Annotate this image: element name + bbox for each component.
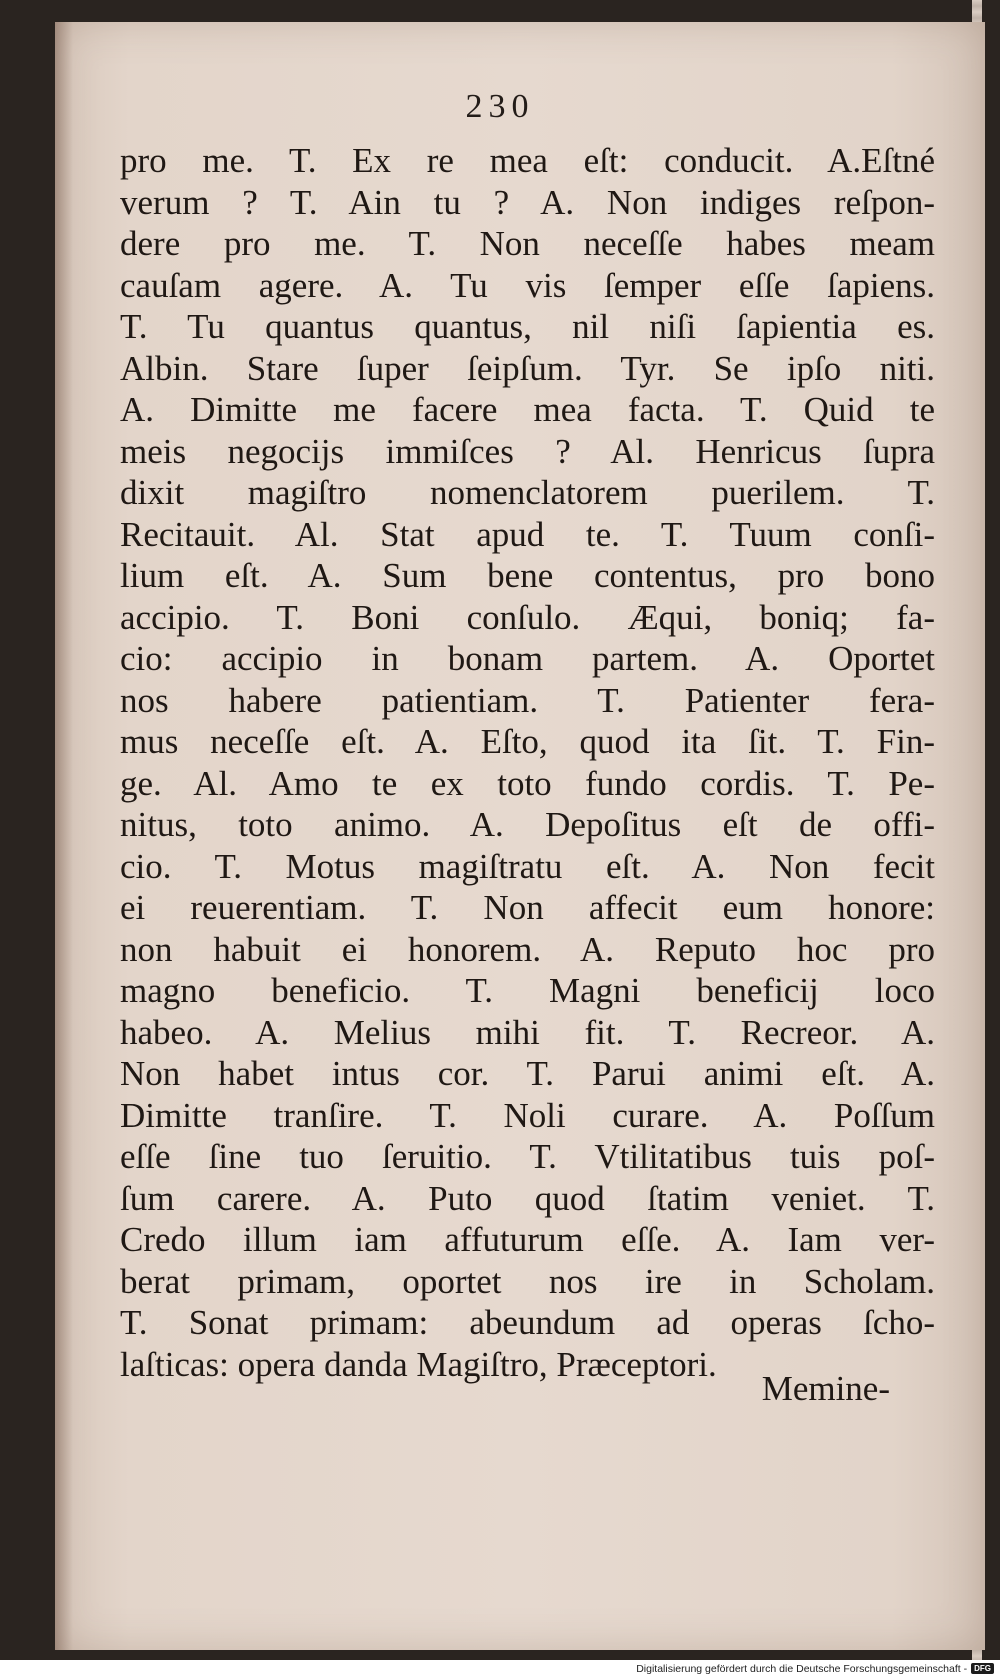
text-line: T. Sonat primam: abeundum ad operas ſcho- — [120, 1303, 935, 1342]
text-line: ſum carere. A. Puto quod ſtatim veniet. T. — [120, 1178, 935, 1218]
text-line: lium eſt. A. Sum bene contentus, pro bono — [120, 556, 935, 595]
text-line: accipio. T. Boni conſulo. Æqui, boniq; fa- — [120, 597, 935, 637]
text-line: non habuit ei honorem. A. Reputo hoc pro — [120, 929, 935, 969]
text-line: magno beneficio. T. Magni beneficij loco — [120, 971, 935, 1010]
text-line: mus neceſſe eſt. A. Eſto, quod ita ſit. T. Fin- — [120, 722, 935, 761]
text-line: cio: accipio in bonam partem. A. Oportet — [120, 639, 935, 678]
text-line: Albin. Stare ſuper ſeipſum. Tyr. Se ipſo niti. — [120, 348, 935, 388]
text-line: T. Tu quantus quantus, nil niſi ſapientia es. — [120, 307, 935, 346]
text-line: nos habere patientiam. T. Patienter fera- — [120, 680, 935, 720]
text-line: berat primam, oportet nos ire in Scholam. — [120, 1261, 935, 1301]
text-line: Recitauit. Al. Stat apud te. T. Tuum conſi- — [120, 514, 935, 554]
page-text — [120, 140, 935, 1385]
text-line: cauſam agere. A. Tu vis ſemper eſſe ſapiens. — [120, 265, 935, 305]
text-line: ei reuerentiam. T. Non affecit eum honore: — [120, 888, 935, 927]
text-line: laſticas: opera danda Magiſtro, Præceptori. — [120, 1344, 717, 1384]
text-line: Credo illum iam affuturum eſſe. A. Iam ver- — [120, 1220, 935, 1259]
text-line: dere pro me. T. Non neceſſe habes meam — [120, 224, 935, 263]
credit-text: Digitalisierung gefördert durch die Deutsche Forschungsgemeinschaft - — [636, 1662, 968, 1675]
text-line: cio. T. Motus magiſtratu eſt. A. Non fecit — [120, 846, 935, 886]
digitization-credit — [636, 1660, 994, 1677]
text-line: meis negocijs immiſces ? Al. Henricus ſupra — [120, 431, 935, 471]
text-line: verum ? T. Ain tu ? A. Non indiges reſpon- — [120, 182, 935, 222]
text-line: habeo. A. Melius mihi fit. T. Recreor. A. — [120, 1012, 935, 1052]
catchword: Memine- — [761, 1369, 890, 1408]
dfg-logo: DFG — [971, 1663, 994, 1674]
text-line: nitus, toto animo. A. Depoſitus eſt de offi- — [120, 805, 935, 844]
page-number: 230 — [465, 88, 535, 125]
text-line: A. Dimitte me facere mea facta. T. Quid te — [120, 390, 935, 429]
text-line: Dimitte tranſire. T. Noli curare. A. Poſſum — [120, 1095, 935, 1135]
text-line: dixit magiſtro nomenclatorem puerilem. T. — [120, 473, 935, 512]
text-line: eſſe ſine tuo ſeruitio. T. Vtilitatibus tuis poſ- — [120, 1137, 935, 1176]
text-line: pro me. T. Ex re mea eſt: conducit. A.Eſtné — [120, 141, 935, 180]
text-line: ge. Al. Amo te ex toto fundo cordis. T. Pe- — [120, 763, 935, 803]
text-line: Non habet intus cor. T. Parui animi eſt. A. — [120, 1054, 935, 1093]
